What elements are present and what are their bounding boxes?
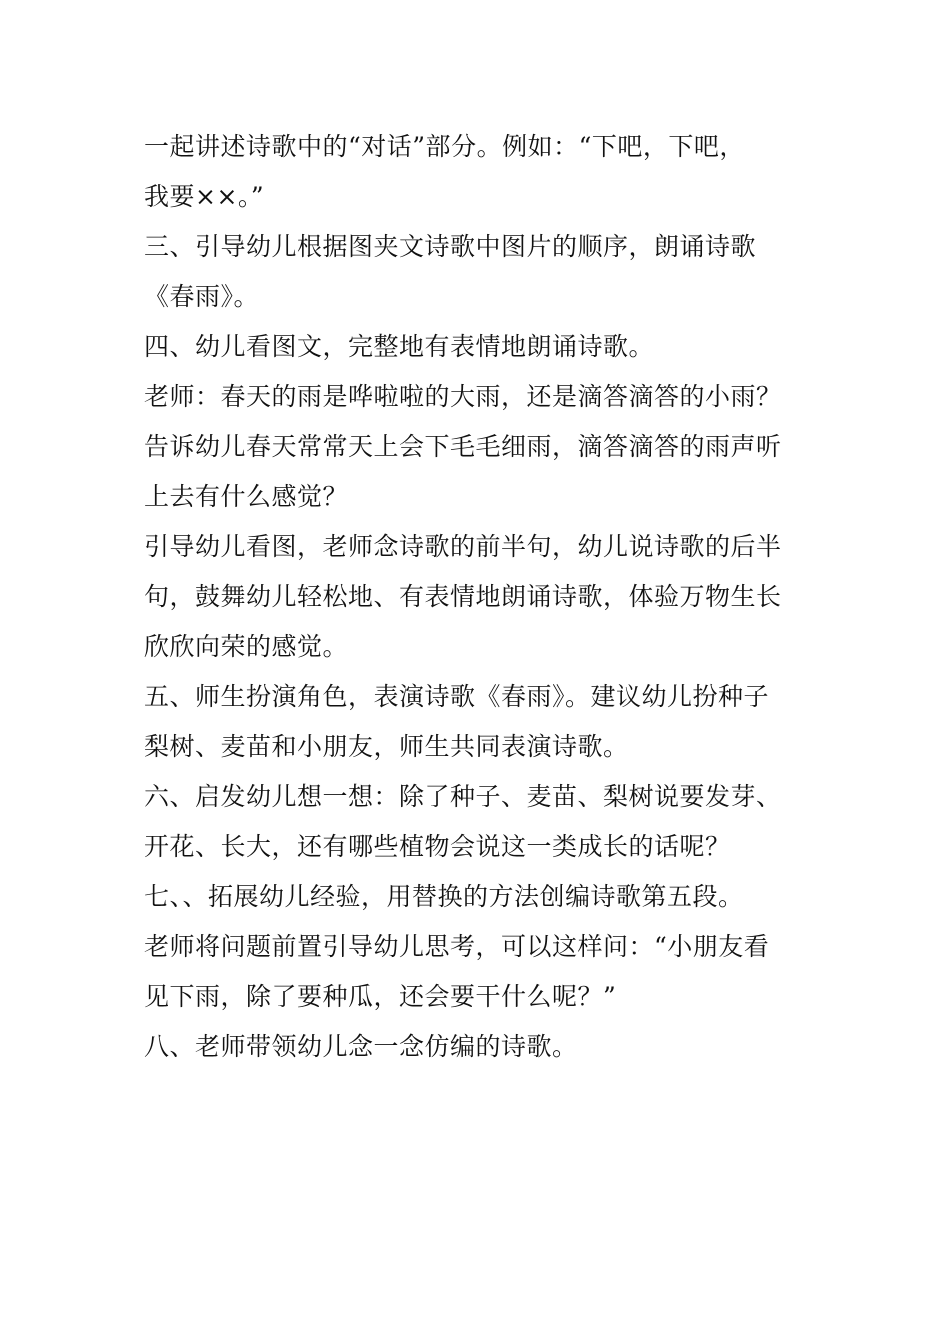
text-line: 一起讲述诗歌中的“对话”部分。例如：“下吧，下吧， <box>144 132 745 161</box>
text-line: 《春雨》。 <box>144 282 260 311</box>
document-body <box>144 122 824 1072</box>
text-line: 引导幼儿看图，老师念诗歌的前半句，幼儿说诗歌的后半 <box>144 532 782 561</box>
text-line: 开花、长大，还有哪些植物会说这一类成长的话呢？ <box>144 832 731 861</box>
text-line: 我要××。” <box>144 182 265 211</box>
text-line: 梨树、麦苗和小朋友，师生共同表演诗歌。 <box>144 732 629 761</box>
text-line: 告诉幼儿春天常常天上会下毛毛细雨，滴答滴答的雨声听 <box>144 432 782 461</box>
text-line: 四、幼儿看图文，完整地有表情地朗诵诗歌。 <box>144 332 655 361</box>
text-line: 五、师生扮演角色，表演诗歌《春雨》。建议幼儿扮种子 <box>144 682 770 711</box>
text-line: 句，鼓舞幼儿轻松地、有表情地朗诵诗歌，体验万物生长 <box>144 582 782 611</box>
text-line: 上去有什么感觉？ <box>144 482 349 511</box>
text-line: 六、启发幼儿想一想：除了种子、麦苗、梨树说要发芽、 <box>144 782 782 811</box>
text-line: 见下雨，除了要种瓜，还会要干什么呢？” <box>144 982 617 1011</box>
text-line: 三、引导幼儿根据图夹文诗歌中图片的顺序，朗诵诗歌 <box>144 232 757 261</box>
text-line: 七、、拓展幼儿经验，用替换的方法创编诗歌第五段。 <box>144 882 744 911</box>
text-line: 八、老师带领幼儿念一念仿编的诗歌。 <box>144 1032 578 1061</box>
text-line: 欣欣向荣的感觉。 <box>144 632 349 661</box>
text-line: 老师：春天的雨是哗啦啦的大雨，还是滴答滴答的小雨？ <box>144 382 782 411</box>
text-line: 老师将问题前置引导幼儿思考，可以这样问：“小朋友看 <box>144 932 770 961</box>
